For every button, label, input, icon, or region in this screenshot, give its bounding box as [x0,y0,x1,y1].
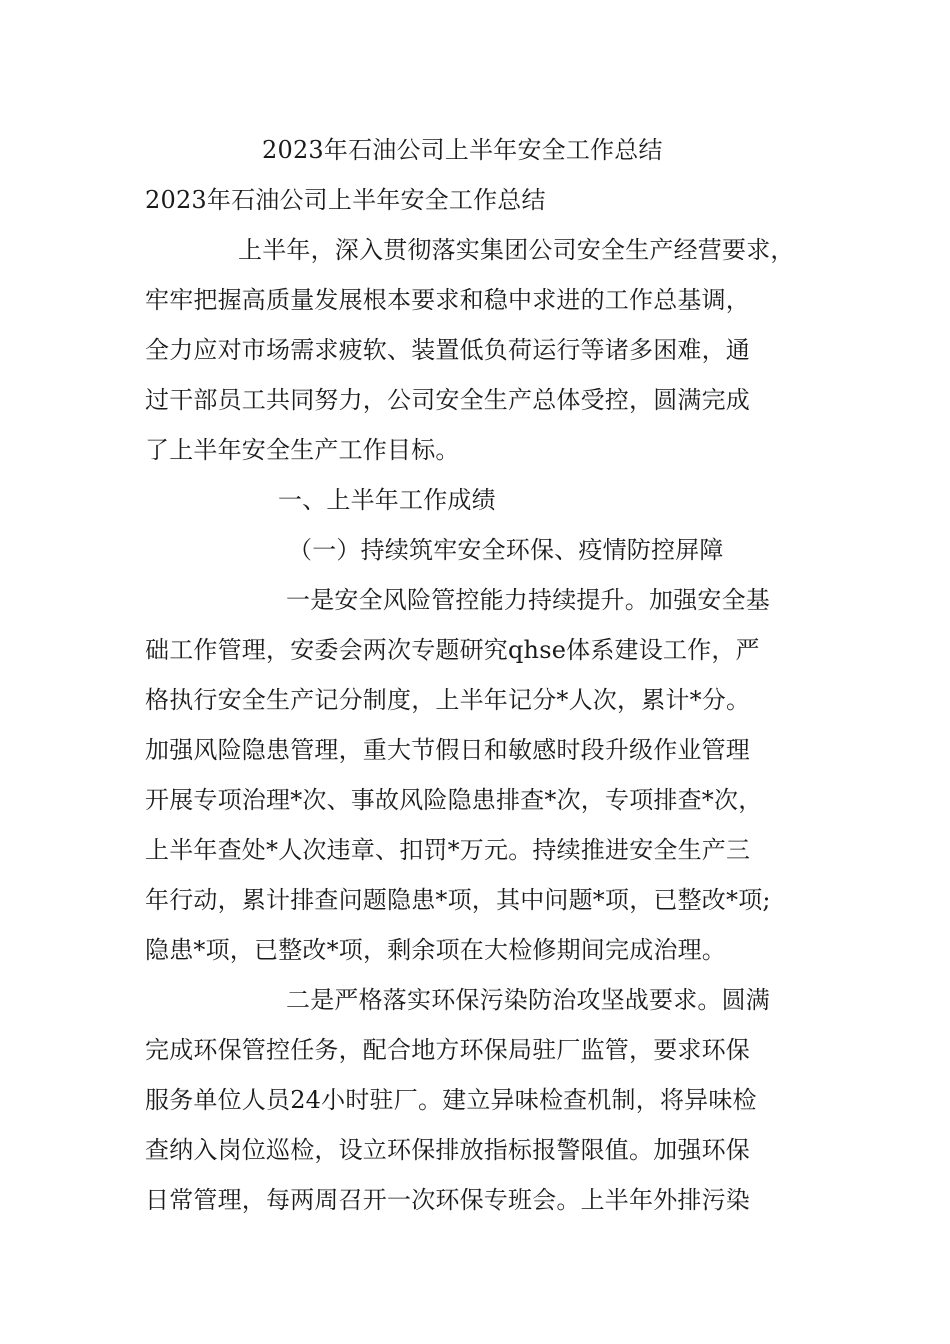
para2-line-1: 二是严格落实环保污染防治攻坚战要求。圆满 [286,986,770,1014]
para1-line-7: 年行动，累计排查问题隐患*项，其中问题*项，已整改*项; [145,886,771,914]
para1-line-8: 隐患*项，已整改*项，剩余项在大检修期间完成治理。 [145,936,726,964]
document-title-centered: 2023年石油公司上半年安全工作总结 [262,136,663,164]
document-title-left: 2023年石油公司上半年安全工作总结 [145,186,546,214]
para1-line-2: 础工作管理，安委会两次专题研究qhse体系建设工作，严 [145,636,760,664]
subsection-heading: （一）持续筑牢安全环保、疫情防控屏障 [288,536,724,564]
para1-line-6: 上半年查处*人次违章、扣罚*万元。持续推进安全生产三 [145,836,751,864]
intro-line-2: 牢牢把握高质量发展根本要求和稳中求进的工作总基调， [145,286,750,314]
para1-line-5: 开展专项治理*次、事故风险隐患排查*次，专项排查*次， [145,786,763,814]
para2-line-4: 查纳入岗位巡检，设立环保排放指标报警限值。加强环保 [145,1136,750,1164]
section-heading: 一、上半年工作成绩 [278,486,496,514]
intro-line-4: 过干部员工共同努力，公司安全生产总体受控，圆满完成 [145,386,750,414]
intro-line-5: 了上半年安全生产工作目标。 [145,436,460,464]
para1-line-1: 一是安全风险管控能力持续提升。加强安全基 [286,586,770,614]
intro-line-3: 全力应对市场需求疲软、装置低负荷运行等诸多困难，通 [145,336,750,364]
para2-line-3: 服务单位人员24小时驻厂。建立异味检查机制，将异味检 [145,1086,757,1114]
para2-line-5: 日常管理，每两周召开一次环保专班会。上半年外排污染 [145,1186,750,1214]
intro-line-1: 上半年，深入贯彻落实集团公司安全生产经营要求， [238,236,795,264]
para1-line-3: 格执行安全生产记分制度，上半年记分*人次，累计*分。 [145,686,751,714]
para1-line-4: 加强风险隐患管理，重大节假日和敏感时段升级作业管理 [145,736,750,764]
para2-line-2: 完成环保管控任务，配合地方环保局驻厂监管，要求环保 [145,1036,750,1064]
